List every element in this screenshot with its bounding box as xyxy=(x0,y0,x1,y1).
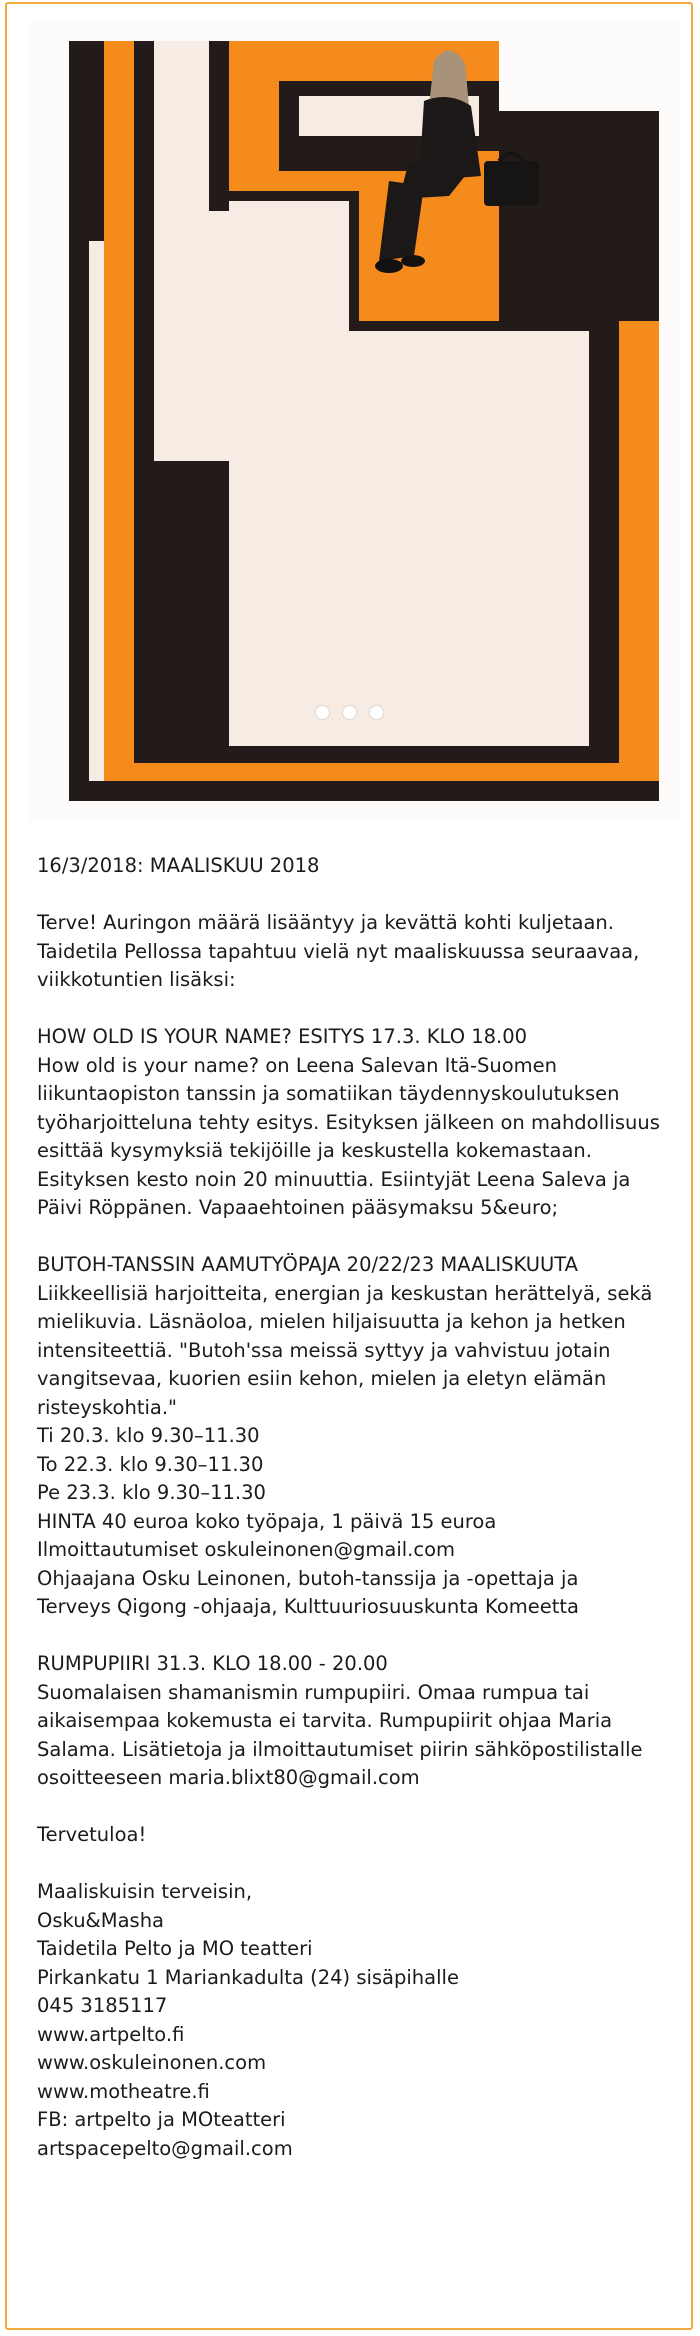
link-oskuleinonen[interactable]: www.oskuleinonen.com xyxy=(37,2051,267,2074)
phone-line: 045 3185117 xyxy=(37,1994,168,2017)
event-workshop xyxy=(37,1251,677,1622)
text-line: esittää kysymyksiä tekijöille ja keskustella kokemastaan. xyxy=(37,1139,592,1162)
welcome-text: Tervetuloa! xyxy=(37,1823,147,1846)
text-line: intensiteettiä. "Butoh'ssa meissä syttyy ja vahvistuu jotain xyxy=(37,1338,611,1362)
text-line: Taidetila Pellossa tapahtuu vielä nyt maaliskuussa seuraavaa, xyxy=(37,939,640,963)
post-date-title xyxy=(37,852,677,881)
welcome-paragraph xyxy=(37,1821,677,1850)
schedule-line: To 22.3. klo 9.30–11.30 xyxy=(37,1452,264,1476)
text-line: viikkotuntien lisäksi: xyxy=(37,968,236,991)
gallery-indicator xyxy=(7,704,691,723)
collage-artwork xyxy=(29,21,681,821)
text-line: mielikuvia. Läsnäoloa, mielen hiljaisuutta ja kehon ja hetken xyxy=(37,1310,626,1333)
text-line: Ohjaajana Osku Leinonen, butoh-tanssija ja -opettaja ja xyxy=(37,1566,579,1590)
text-line: aikaisempaa kokemusta ei tarvita. Rumpupiirit ohjaa Maria xyxy=(37,1709,613,1732)
text-line: How old is your name? on Leena Salevan Itä-Suomen xyxy=(37,1053,558,1077)
intro-paragraph xyxy=(37,909,677,995)
facebook-line: FB: artpelto ja MOteatteri xyxy=(37,2108,286,2131)
text-line: Osku&Masha xyxy=(37,1908,165,1932)
text-line: liikuntaopiston tanssin ja somatiikan täydennyskoulutuksen xyxy=(37,1082,620,1105)
schedule-line: Pe 23.3. klo 9.30–11.30 xyxy=(37,1481,266,1504)
post-body xyxy=(37,852,677,2163)
text-line: Esityksen kesto noin 20 minuuttia. Esiintyjät Leena Saleva ja xyxy=(37,1167,631,1191)
text-line: Salama. Lisätietoja ja ilmoittautumiset piirin sähköpostilistalle xyxy=(37,1737,643,1761)
text-line: vangitsevaa, kuorien esiin kehon, mielen ja eletyn elämän xyxy=(37,1367,607,1390)
text-line: Suomalaisen shamanismin rumpupiiri. Omaa rumpua tai xyxy=(37,1680,590,1704)
price-line: HINTA 40 euroa koko työpaja, 1 päivä 15 euroa xyxy=(37,1509,497,1533)
event-heading: RUMPUPIIRI 31.3. KLO 18.00 - 20.00 xyxy=(37,1652,388,1675)
text-line: Päivi Röppänen. Vapaaehtoinen pääsymaksu 5&euro; xyxy=(37,1196,559,1219)
link-artpelto[interactable]: www.artpelto.fi xyxy=(37,2022,185,2046)
link-motheatre[interactable]: www.motheatre.fi xyxy=(37,2079,210,2103)
dot-icon[interactable] xyxy=(343,706,356,719)
event-drum-circle xyxy=(37,1650,677,1793)
post-card xyxy=(5,2,693,2330)
dot-icon[interactable] xyxy=(370,706,383,719)
event-heading: HOW OLD IS YOUR NAME? ESITYS 17.3. KLO 18.00 xyxy=(37,1025,528,1048)
text-line: työharjoitteluna tehty esitys. Esityksen jälkeen on mahdollisuus xyxy=(37,1110,660,1134)
dot-icon[interactable] xyxy=(316,706,329,719)
schedule-line: Ti 20.3. klo 9.30–11.30 xyxy=(37,1424,260,1447)
text-line: Maaliskuisin terveisin, xyxy=(37,1880,253,1903)
text-line: risteyskohtia." xyxy=(37,1395,178,1419)
text-line: osoitteeseen maria.blixt80@gmail.com xyxy=(37,1766,420,1789)
signature-block xyxy=(37,1878,677,2163)
email-link[interactable]: artspacepelto@gmail.com xyxy=(37,2136,293,2160)
date-title: 16/3/2018: MAALISKUU 2018 xyxy=(37,854,320,877)
event-heading: BUTOH-TANSSIN AAMUTYÖPAJA 20/22/23 MAALISKUUTA xyxy=(37,1253,579,1276)
event-performance xyxy=(37,1023,677,1223)
text-line: Taidetila Pelto ja MO teatteri xyxy=(37,1937,313,1960)
text-line: Liikkeellisiä harjoitteita, energian ja keskustan herättelyä, sekä xyxy=(37,1281,653,1305)
registration-line: Ilmoittautumiset oskuleinonen@gmail.com xyxy=(37,1538,456,1561)
text-line: Terve! Auringon määrä lisääntyy ja kevättä kohti kuljetaan. xyxy=(37,911,614,934)
address-line: Pirkankatu 1 Mariankadulta (24) sisäpihalle xyxy=(37,1965,459,1989)
text-line: Terveys Qigong -ohjaaja, Kulttuuriosuuskunta Komeetta xyxy=(37,1595,580,1618)
